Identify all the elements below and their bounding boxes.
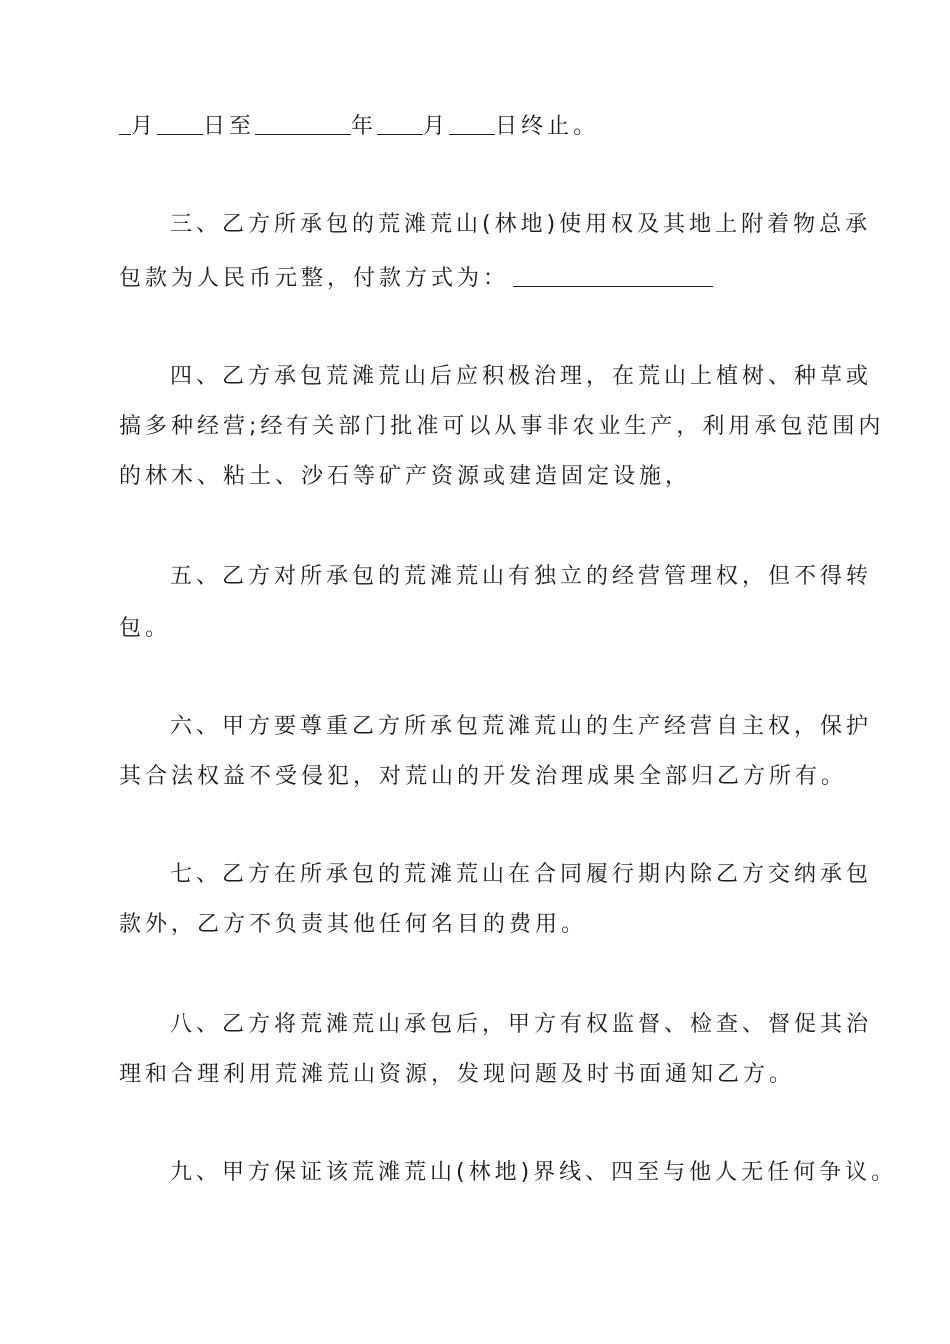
year-label: 年	[351, 114, 378, 139]
blank-field	[449, 112, 495, 135]
payment-method-blank	[513, 264, 713, 287]
blank-field	[157, 112, 203, 135]
day-to-label: 日至	[203, 114, 256, 139]
clause-5-line-1: 五、乙方对所承包的荒滩荒山有独立的经营管理权，但不得转	[170, 564, 873, 589]
blank-field	[377, 112, 423, 135]
clause-5-line-2: 包。	[119, 616, 172, 641]
day-end-label: 日终止。	[495, 114, 600, 139]
clause-6-line-1: 六、甲方要尊重乙方所承包荒滩荒山的生产经营自主权，保护	[170, 714, 873, 739]
clause-6-line-2: 其合法权益不受侵犯，对荒山的开发治理成果全部归乙方所有。	[119, 764, 848, 789]
clause-7-line-1: 七、乙方在所承包的荒滩荒山在合同履行期内除乙方交纳承包	[170, 862, 873, 887]
clause-8-line-2: 理和合理利用荒滩荒山资源，发现问题及时书面通知乙方。	[119, 1062, 796, 1087]
clause-7-line-2: 款外，乙方不负责其他任何名目的费用。	[119, 912, 588, 937]
clause-4-line-1: 四、乙方承包荒滩荒山后应积极治理，在荒山上植树、种草或	[170, 364, 873, 389]
clause-3-line-1: 三、乙方所承包的荒滩荒山(林地)使用权及其地上附着物总承	[170, 212, 872, 237]
clause-4-line-3: 的林木、粘土、沙石等矿产资源或建造固定设施，	[119, 464, 692, 489]
clause-3-line-2	[119, 264, 713, 294]
term-end-line	[119, 112, 599, 142]
blank-field	[255, 112, 351, 135]
clause-3-text: 包款为人民币元整，付款方式为：	[119, 266, 510, 291]
month-label: 月	[423, 114, 450, 139]
clause-9-line-1: 九、甲方保证该荒滩荒山(林地)界线、四至与他人无任何争议。	[170, 1160, 898, 1185]
clause-4-line-2: 搞多种经营;经有关部门批准可以从事非农业生产，利用承包范围内	[119, 414, 885, 439]
month-label: 月	[131, 114, 158, 139]
blank-field	[119, 112, 131, 135]
clause-8-line-1: 八、乙方将荒滩荒山承包后，甲方有权监督、检查、督促其治	[170, 1012, 873, 1037]
